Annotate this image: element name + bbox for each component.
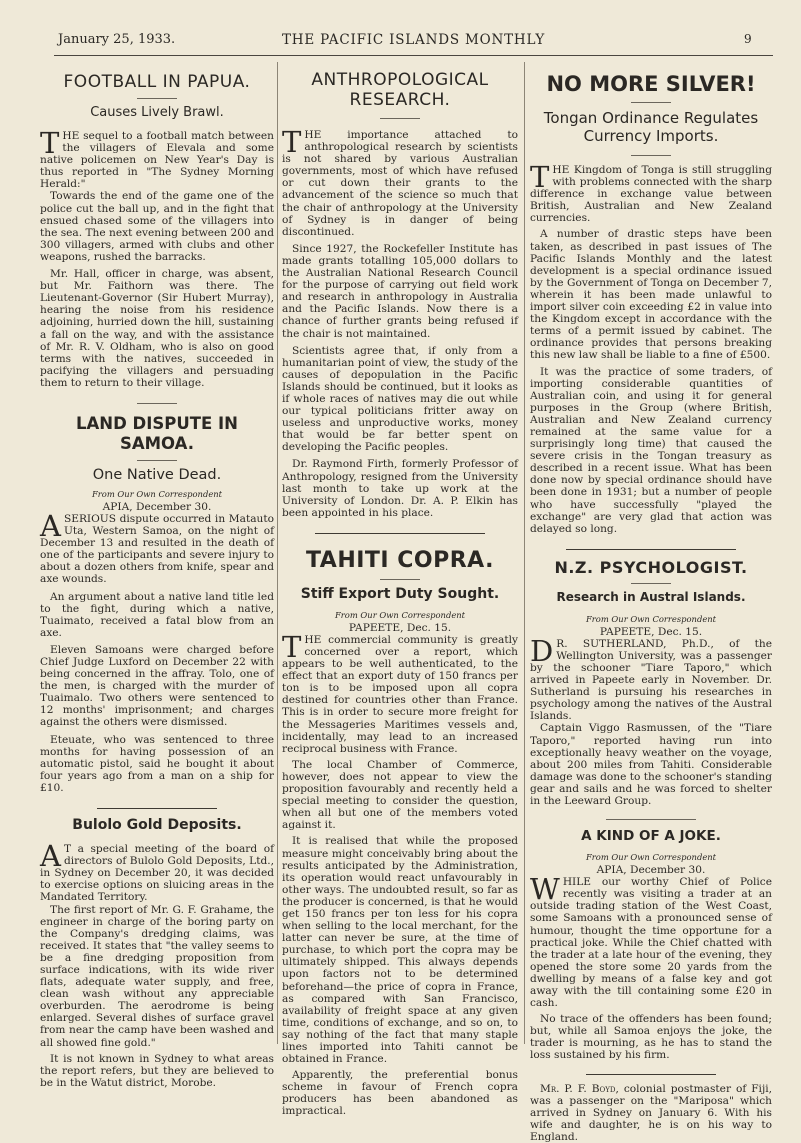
correspondent-line: From Our Own Correspondent [585,613,717,624]
paragraph: WHILE our worthy Chief of Police recently was visiting a trader at an outside trading station of the West Coast, some Samoans with a pronounced sense of humour, thought the time opportune for a practical joke. While the Chief chatted with the trader at a late hour of the evening, they opened the store some 20 yards from the dwelling by means of a false key and got away with the till containing some £20 in cash. [530,872,772,1010]
headline: NO MORE SILVER! [546,72,756,96]
subheadline: Tongan Ordinance Regulates Currency Imports. [543,109,759,145]
person-name: Mr. P. F. Boyd, [540,1082,619,1095]
paragraph: Captain Viggo Rasmussen, of the "Tiare Taporo," reported having run into exceptionally heavy weather on the voyage, about 200 miles from Tahiti. Considerable damage was done to the schooner's standing gear and sails and he was forced to shelter in the Leeward Group. [530,722,772,808]
paragraph: Mr. Hall, officer in charge, was absent, but Mr. Faithorn was there. The Lieutenant-Governor (Sir Hubert Murray), hearing the noise from his residence adjoining, hurried down the hill, sustaining a fall on the way, and with the assistance of Mr. R. V. Oldham, who is also on good terms with the natives, succeeded in pacifying the villagers and persuading them to return to their village. [40,268,274,389]
drop-cap: A [40,839,61,874]
dateline: APIA, December 30. [102,500,212,513]
paragraph: It is not known in Sydney to what areas the report refers, but they are believed to be in the Watut district, Morobe. [40,1052,274,1089]
column-divider [277,62,278,1044]
divider [137,403,177,404]
item-boyd [530,1083,772,1143]
divider [137,98,177,99]
column-left [40,62,275,1089]
article-kind-of-joke [530,828,772,1061]
article-tahiti-copra [282,548,518,1118]
dateline: APIA, December 30. [596,864,706,877]
column-right [530,62,772,1143]
paragraph: The first report of Mr. G. F. Grahame, the engineer in charge of the boring party on the Company's dredging claims, was received. It states that "the valley seems to be a fine dredging proposition from surface indications, with its wide river flats, adequate water supply, and free, clean wash without any appreciable overburden. The aerodrome is being enlarged. Several dishes of surface gravel from near the camp have been washed and all showed fine gold." [40,903,274,1049]
dateline: PAPEETE, Dec. 15. [599,625,703,638]
paragraph: It is realised that while the proposed measure might conceivably bring about the results anticipated by the Administration, its operation would react unfavourably in other ways. The undoubted result, so far as the producer is concerned, is that he would get 150 francs per ton less for his copra when selling to the local merchant, for the latter can never be sure, at the time of purchase, to which port the copra may be ultimately shipped. This always depends upon factors not to be determined beforehand—the price of copra in France, as compared with San Francisco, availability of freight space at any given time, conditions of exchange, and so on, to say nothing of the fact that many staple lines imported into Tahiti cannot be obtained in France. [282,835,518,1066]
divider [586,1074,716,1075]
drop-cap: W [530,872,560,907]
divider [631,155,671,156]
paragraph: No trace of the offenders has been found; but, while all Samoa enjoys the joke, the trader is mourning, as he has to stand the loss sustained by his firm. [530,1013,772,1062]
paragraph: THE commercial community is greatly concerned over a report, which appears to be well authenticated, to the effect that an export duty of 150 francs per ton is to be imposed upon all copra destined for countries other than France. This is in order to secure more freight for the Messageries Maritimes vessels and, incidentally, may lead to an increased reciprocal business with France. [282,629,518,755]
drop-cap: T [282,125,302,159]
subheadline: Causes Lively Brawl. [90,105,224,120]
subheadline: Stiff Export Duty Sought. [300,585,500,602]
paragraph: THE Kingdom of Tonga is still struggling with problems connected with the sharp difference in exchange value between British, Australian and New Zealand currencies. [530,160,772,225]
correspondent-line: From Our Own Correspondent [334,609,466,620]
article-land-dispute [40,414,274,794]
paragraph: Towards the end of the game one of the police cut the ball up, and in the fight that ensued chased some of the villagers into the sea. The next evening between 200 and 300 villagers, armed with clubs and other weapons, rushed the barracks. [40,190,275,263]
subheadline: Research in Austral Islands. [556,589,746,604]
correspondent-line: From Our Own Correspondent [91,488,223,499]
divider [631,583,671,584]
divider [380,118,420,119]
drop-cap: T [530,160,550,194]
headline: FOOTBALL IN PAPUA. [63,72,251,92]
paragraph: The local Chamber of Commerce, however, does not appear to view the proposition favourably and recently held a special meeting to consider the question, when all but one of the members voted against it. [282,758,518,832]
divider [380,579,420,580]
paragraph: Apparently, the preferential bonus scheme in favour of French copra producers has been abandoned as impractical. [282,1069,518,1118]
article-anthropology [282,70,518,519]
dateline: PAPEETE, Dec. 15. [348,621,452,634]
paragraph: Scientists agree that, if only from a humanitarian point of view, the study of the causes of depopulation in the Pacific Islands should be continued, but it looks as if whole races of natives may die out while our typical politicians fritter away on useless and unproductive works, money that would be far better spent on developing the Pacific peoples. [282,344,518,454]
paragraph: A T a special meeting of the board of directors of Bulolo Gold Deposits, Ltd., in Sydney on December 20, it was decided to exercise options on sluicing areas in the Mandated Territory. [40,839,274,904]
divider [97,808,217,809]
publication-title: THE PACIFIC ISLANDS MONTHLY [282,32,546,48]
drop-cap: D [530,633,554,668]
headline: N.Z. PSYCHOLOGIST. [554,557,748,577]
divider [606,819,696,820]
column-divider [524,62,525,1044]
paragraph: It was the practice of some traders, of importing considerable quantities of Australian coin, and using it for general purposes in the Group (where British, Australian and New Zealand currency remained at the same value for a surprisingly long time) that caused the severe crisis in the Tongan treasury as described in a recent issue. What has been done now by special ordinance should have been done in 1931; but a number of people who have successfully "played the exchange" are very glad that action was delayed so long. [530,365,772,535]
paragraph: Eleven Samoans were charged before Chief Judge Luxford on December 22 with being concerned in the affray. Tolo, one of the men, is charged with the murder of Tuaimalo. Two others were sentenced to 12 months' imprisonment; and charges against the others were dismissed. [40,643,274,729]
article-bulolo [40,817,274,1089]
correspondent-line: From Our Own Correspondent [585,852,717,863]
paragraph: Dr. Raymond Firth, formerly Professor of Anthropology, resigned from the University last month to take up work at the University of London. Dr. A. P. Elkin has been appointed in his place. [282,458,518,519]
divider [631,102,671,103]
drop-cap: A [40,508,61,543]
subheadline: One Native Dead. [92,466,222,483]
drop-cap: T [40,126,60,160]
article-football [40,72,274,389]
paragraph: An argument about a native land title led to the fight, during which a native, Tuaimato, received a fatal blow from an axe. [40,590,274,639]
headline: TAHITI COPRA. [306,547,494,573]
article-nz-psychologist [530,558,772,807]
headline: LAND DISPUTE IN SAMOA. [76,413,238,453]
paragraph: Mr. P. F. Boyd, colonial postmaster of Fiji, was a passenger on the "Mariposa" which arrived in Sydney on January 6. With his wife and daughter, he is on his way to England. [530,1082,772,1143]
divider [315,533,485,534]
paragraph: Eteuate, who was sentenced to three months for having possession of an automatic pistol, said he bought it about four years ago from a man on a ship for £10. [40,733,274,794]
drop-cap: T [282,629,302,664]
headline: ANTHROPOLOGICAL RESEARCH. [311,70,489,110]
paragraph: THE sequel to a football match between the villagers of Elevala and some native policemen on New Year's Day is thus reported in "The Sydney Morning Herald:" [40,126,274,191]
divider [137,460,177,461]
divider [566,549,736,550]
header-rule [54,55,773,56]
headline: Bulolo Gold Deposits. [72,817,242,834]
paragraph: D R. SUTHERLAND, Ph.D., of the Wellington University, was a passenger by the schooner "Tiare Taporo," which arrived in Papeete early in November. Dr. Sutherland is pursuing his researches in psychology among the natives of the Austral Islands. [530,633,772,723]
headline: A KIND OF A JOKE. [581,828,721,845]
issue-date: January 25, 1933. [58,32,176,47]
paragraph: A number of drastic steps have been taken, as described in past issues of The Pacific Islands Monthly and the latest development is a special ordinance issued by the Government of Tonga on December 7, wherein it has been made unlawful to import silver coin exceeding £2 in value into the Kingdom except in accordance with the terms of a permit issued by cabinet. The ordinance provides that persons breaking this new law shall be liable to a fine of £500. [530,228,772,362]
article-no-more-silver [530,72,772,535]
column-middle [282,62,518,1118]
paragraph: ASERIOUS dispute occurred in Matauto Uta, Western Samoa, on the night of December 13 and resulted in the death of one of the participants and severe injury to about a dozen others from knife, spear and axe wounds. [40,508,274,586]
page-number: 9 [744,32,752,46]
paragraph: Since 1927, the Rockefeller Institute has made grants totalling 105,000 dollars to the Australian National Research Council for the purpose of carrying out field work and research in anthropology in Australia and the Pacific Islands. Now there is a chance of further grants being refused if the chair is not maintained. [282,242,518,340]
paragraph: THE importance attached to anthropological research by scientists is not shared by various Australian governments, most of which have refused or cut down their grants to the advancement of the science so much that the chair of anthropology at the University of Sydney is in danger of being discontinued. [282,125,518,238]
